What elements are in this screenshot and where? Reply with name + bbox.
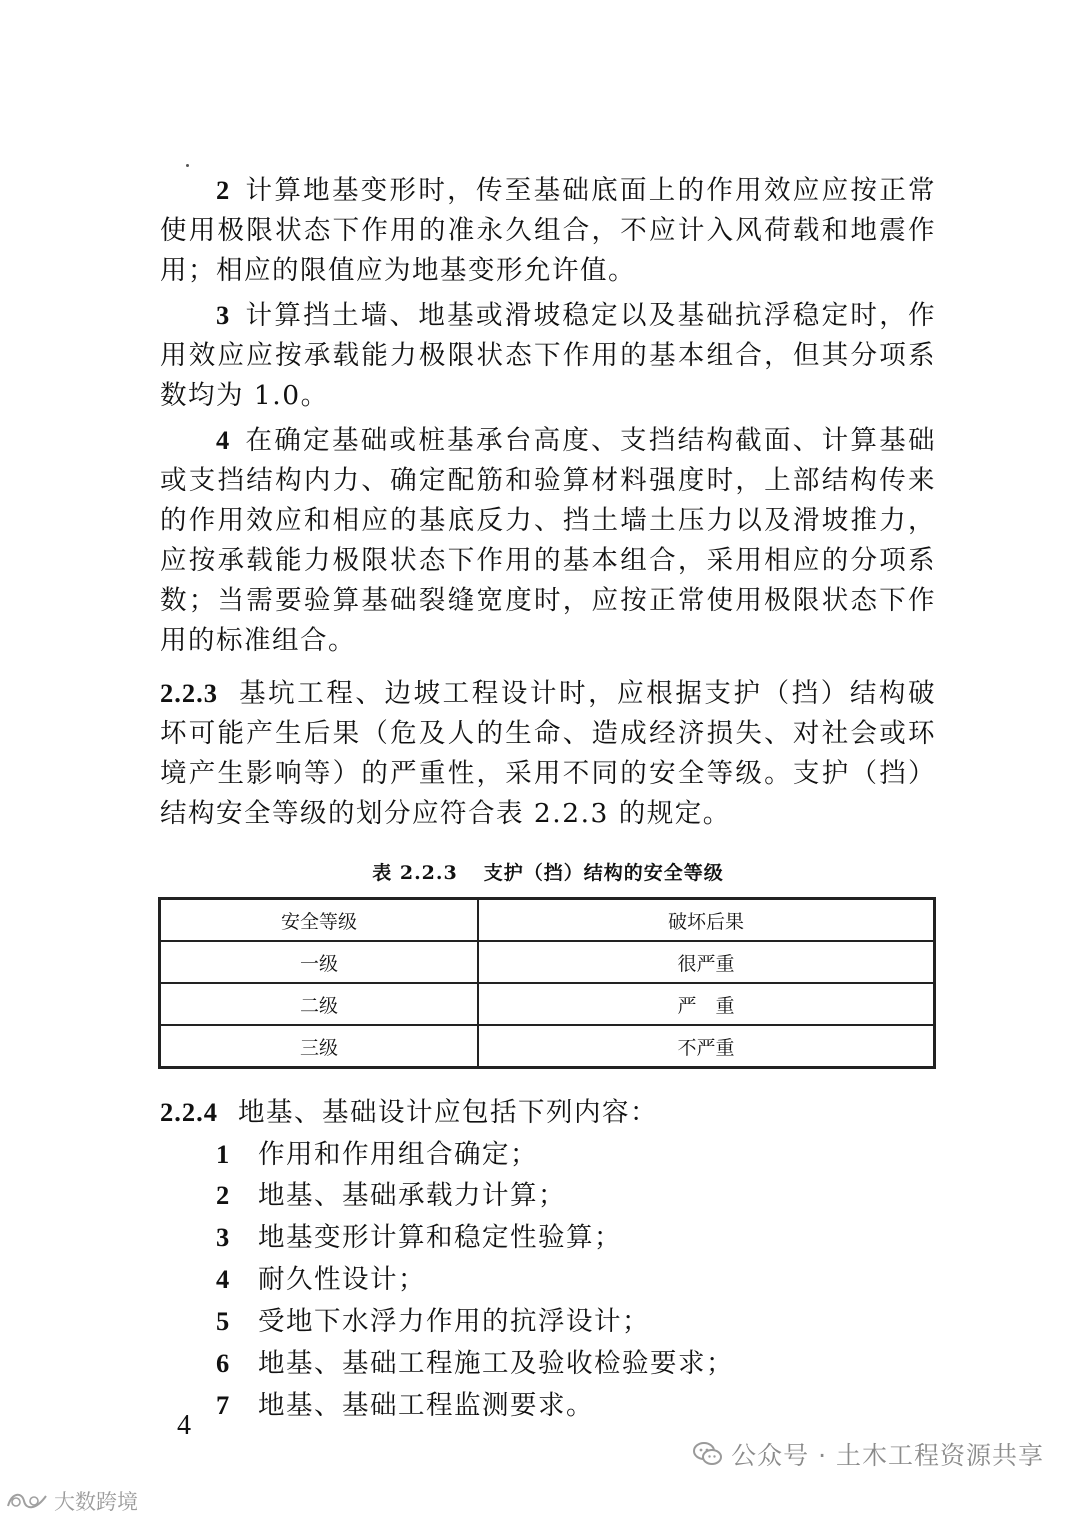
list-item (216, 1175, 566, 1216)
list-item-text: 作用和作用组合确定； (258, 1139, 538, 1170)
table-cell: 不严重 (478, 1025, 935, 1068)
section-2-2-4 (160, 1092, 936, 1133)
list-item-text: 地基变形计算和稳定性验算； (258, 1222, 622, 1253)
list-item-number: 5 (216, 1306, 231, 1336)
wechat-icon (693, 1441, 723, 1467)
table-row (160, 941, 935, 983)
item-number: 4 (216, 425, 231, 455)
page-number: 4 (177, 1410, 191, 1441)
list-item-text: 受地下水浮力作用的抗浮设计； (258, 1306, 650, 1337)
table-cell: 二级 (160, 983, 479, 1025)
header-cell-consequence: 破坏后果 (478, 899, 935, 942)
table-row (160, 983, 935, 1025)
wechat-account-name: 公众号 · 土木工程资源共享 (731, 1441, 1044, 1470)
list-item-number: 6 (216, 1348, 231, 1378)
list-item (216, 1217, 622, 1258)
list-item (216, 1385, 594, 1426)
header-cell-grade: 安全等级 (160, 899, 479, 942)
table-row (160, 1025, 935, 1068)
paragraph-item-4 (160, 420, 936, 661)
table-cell: 一级 (160, 941, 479, 983)
brand-logo-icon (4, 1490, 50, 1512)
list-item-text: 地基、基础工程施工及验收检验要求； (258, 1348, 734, 1379)
list-item (216, 1343, 734, 1384)
list-item-text: 耐久性设计； (258, 1264, 426, 1295)
section-text: 地基、基础设计应包括下列内容： (238, 1097, 658, 1128)
list-item-number: 7 (216, 1390, 231, 1420)
list-item-text: 地基、基础工程监测要求。 (258, 1390, 594, 1421)
list-item-number: 1 (216, 1139, 231, 1169)
table-header-row (160, 899, 935, 942)
paragraph-text: 在确定基础或桩基承台高度、支挡结构截面、计算基础或支挡结构内力、确定配筋和验算材料强度时，上部结构传来的作用效应和相应的基底反力、挡土墙土压力以及滑坡推力，应按承载能力极限状态下作用的基本组合，采用相应的分项系数；当需要验算基础裂缝宽度时，应按正常使用极限状态下作用的标准组合。 (160, 425, 936, 656)
list-item-text: 地基、基础承载力计算； (258, 1180, 566, 1211)
list-item-number: 3 (216, 1222, 231, 1252)
table-caption-number: 表 2.2.3 (372, 862, 458, 884)
table-cell: 严 重 (478, 983, 935, 1025)
item-number: 3 (216, 300, 231, 330)
list-item (216, 1134, 538, 1175)
brand-watermark (4, 1486, 138, 1516)
table-cell: 三级 (160, 1025, 479, 1068)
section-number: 2.2.3 (160, 678, 218, 708)
section-2-2-3 (160, 673, 936, 834)
table-caption (160, 858, 936, 885)
scan-dot (186, 164, 189, 167)
list-item (216, 1259, 426, 1300)
safety-grade-table (158, 897, 936, 1069)
paragraph-item-3 (160, 295, 936, 416)
item-number: 2 (216, 175, 231, 205)
table-cell: 很严重 (478, 941, 935, 983)
paragraph-text: 计算挡土墙、地基或滑坡稳定以及基础抗浮稳定时，作用效应应按承载能力极限状态下作用的基本组合，但其分项系数均为 1.0。 (160, 300, 936, 411)
list-item-number: 2 (216, 1180, 231, 1210)
list-item (216, 1301, 650, 1342)
table-caption-title: 支护（挡）结构的安全等级 (483, 862, 724, 884)
list-item-number: 4 (216, 1264, 231, 1294)
brand-name: 大数跨境 (54, 1490, 138, 1514)
paragraph-item-2 (160, 170, 936, 291)
wechat-watermark (693, 1436, 1044, 1472)
paragraph-text: 计算地基变形时，传至基础底面上的作用效应应按正常使用极限状态下作用的准永久组合，不应计入风荷载和地震作用；相应的限值应为地基变形允许值。 (160, 175, 936, 286)
section-number: 2.2.4 (160, 1097, 218, 1127)
section-text: 基坑工程、边坡工程设计时，应根据支护（挡）结构破坏可能产生后果（危及人的生命、造成经济损失、对社会或环境产生影响等）的严重性，采用不同的安全等级。支护（挡）结构安全等级的划分应符合表 2.2.3 的规定。 (160, 678, 936, 829)
